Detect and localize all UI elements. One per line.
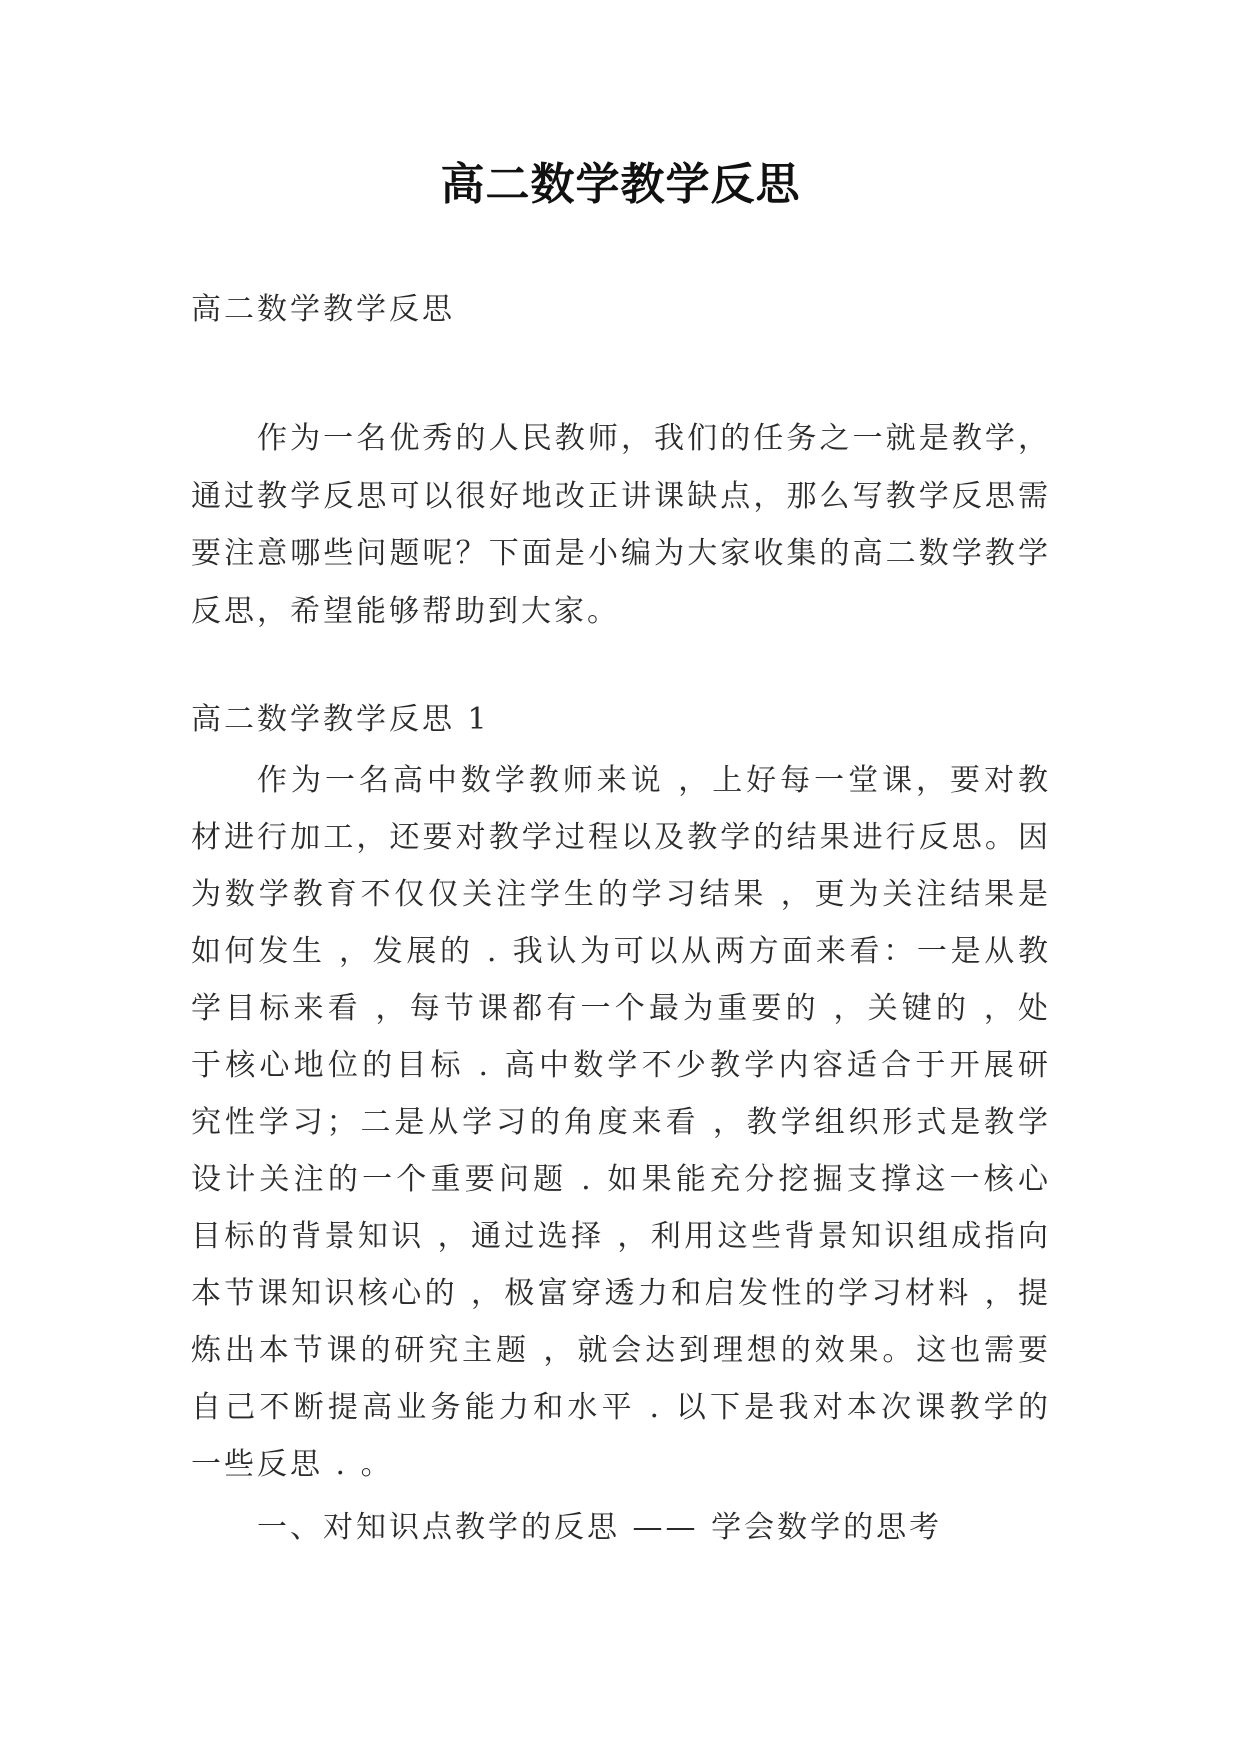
document-subtitle: 高二数学教学反思 — [191, 292, 455, 327]
point-heading: 一、对知识点教学的反思 —— 学会数学的思考 — [257, 1510, 943, 1545]
intro-paragraph: 作为一名优秀的人民教师，我们的任务之一就是教学，通过教学反思可以很好地改正讲课缺点，那么写教学反思需要注意哪些问题呢？下面是小编为大家收集的高二数学教学反思，希望能够帮助到大家。 — [191, 421, 1051, 629]
section-body-paragraph: 作为一名高中数学教师来说 ，上好每一堂课，要对教材进行加工，还要对教学过程以及教学的结果进行反思。因为数学教育不仅仅关注学生的学习结果 ，更为关注结果是如何发生 ，发展的 . 我认为可以从两方面来看：一是从教学目标来看 ，每节课都有一个最为重要的 ，关键的 ，处于核心地位的目标 . 高中数学不少教学内容适合于开展研究性学习；二是从学习的角度来看 ，教学组织形式是教学设计关注的一个重要问题 . 如果能充分挖掘支撑这一核心目标的背景知识 ，通过选择 ，利用这些背景知识组成指向本节课知识核心的 ，极富穿透力和启发性的学习材料 ，提炼出本节课的研究主题 ，就会达到理想的效果。这也需要自己不断提高业务能力和水平 . 以下是我对本次课教学的一些反思 . 。 — [191, 763, 1051, 1482]
section-heading: 高二数学教学反思 1 — [191, 702, 490, 737]
document-title: 高二数学教学反思 — [440, 159, 801, 210]
